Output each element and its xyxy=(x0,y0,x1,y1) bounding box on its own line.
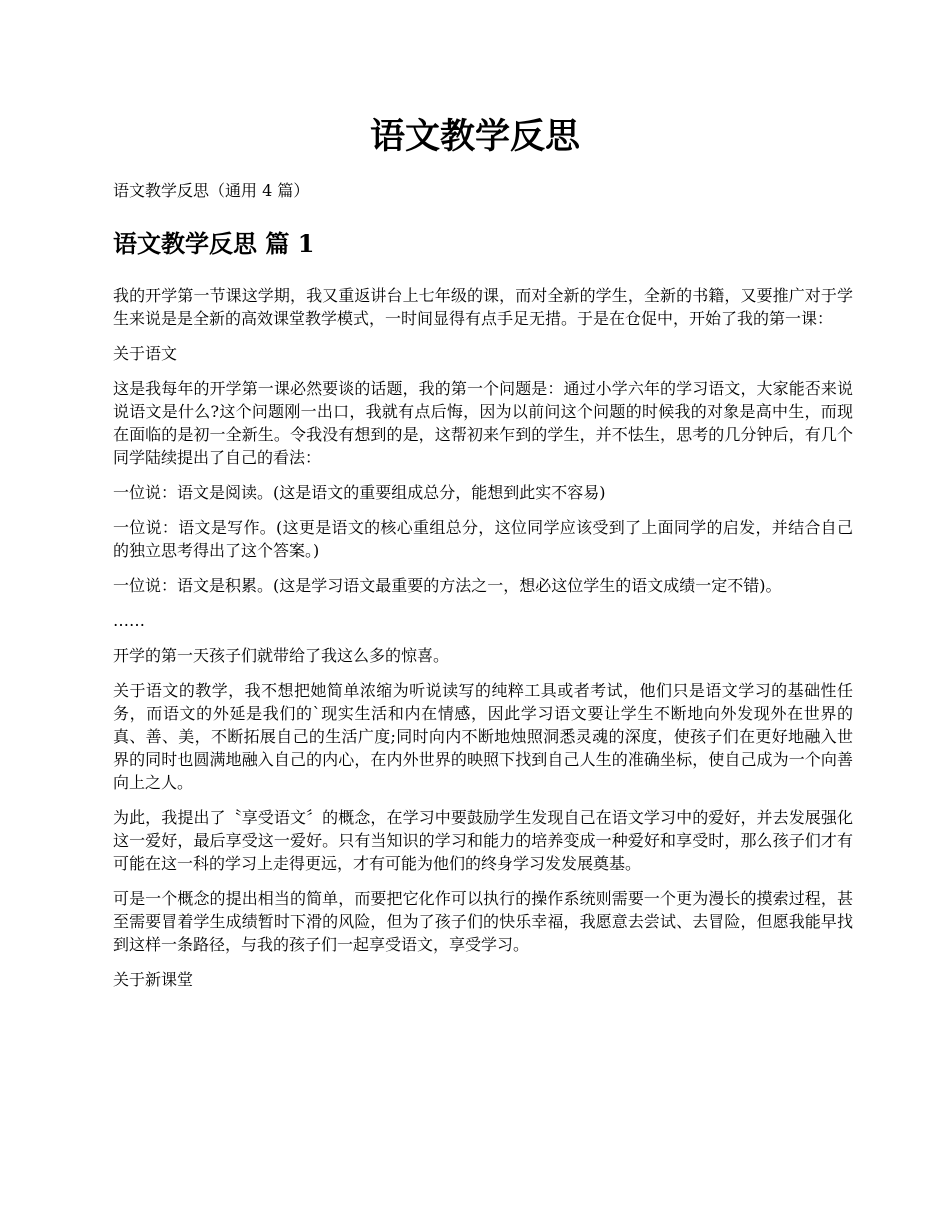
paragraph: …… xyxy=(113,611,145,630)
paragraph: 关于语文 xyxy=(113,344,178,363)
page-title: 语文教学反思 xyxy=(369,116,580,157)
document-body xyxy=(113,284,853,1003)
paragraph: 关于新课堂 xyxy=(113,970,194,989)
paragraph: 一位说：语文是写作。(这更是语文的核心重组总分，这位同学应该受到了上面同学的启发，并结合自己的独立思考得出了这个答案。) xyxy=(113,518,853,560)
paragraph: 这是我每年的开学第一课必然要谈的话题，我的第一个问题是：通过小学六年的学习语文，大家能否来说说语文是什么?这个问题刚一出口，我就有点后悔，因为以前问这个问题的时候我的对象是高中生，而现在面临的是初一全新生。令我没有想到的是，这帮初来乍到的学生，并不怯生，思考的几分钟后，有几个同学陆续提出了自己的看法： xyxy=(113,379,853,467)
paragraph: 一位说：语文是阅读。(这是语文的重要组成总分，能想到此实不容易) xyxy=(113,483,606,502)
paragraph: 关于语文的教学，我不想把她简单浓缩为听说读写的纯粹工具或者考试，他们只是语文学习的基础性任务，而语文的外延是我们的`现实生活和内在情感，因此学习语文要让学生不断地向外发现外在世界的真、善、美，不断拓展自己的生活广度;同时向内不断地烛照洞悉灵魂的深度，使孩子们在更好地融入世界的同时也圆满地融入自己的内心，在内外世界的映照下找到自己人生的准确坐标，使自己成为一个向善向上之人。 xyxy=(113,681,853,792)
paragraph: 一位说：语文是积累。(这是学习语文最重要的方法之一，想必这位学生的语文成绩一定不错)。 xyxy=(113,576,782,595)
section-heading: 语文教学反思 篇 1 xyxy=(113,229,315,258)
document-subtitle: 语文教学反思（通用 4 篇） xyxy=(113,181,310,200)
paragraph: 开学的第一天孩子们就带给了我这么多的惊喜。 xyxy=(113,646,450,665)
paragraph: 我的开学第一节课这学期，我又重返讲台上七年级的课，而对全新的学生，全新的书籍，又要推广对于学生来说是是全新的高效课堂教学模式，一时间显得有点手足无措。于是在仓促中，开始了我的第一课： xyxy=(113,286,853,328)
paragraph: 为此，我提出了〝享受语文〞的概念，在学习中要鼓励学生发现自己在语文学习中的爱好，并去发展强化这一爱好，最后享受这一爱好。只有当知识的学习和能力的培养变成一种爱好和享受时，那么孩子们才有可能在这一科的学习上走得更远，才有可能为他们的终身学习发发展奠基。 xyxy=(113,808,853,873)
paragraph: 可是一个概念的提出相当的简单，而要把它化作可以执行的操作系统则需要一个更为漫长的摸索过程，甚至需要冒着学生成绩暂时下滑的风险，但为了孩子们的快乐幸福，我愿意去尝试、去冒险，但愿我能早找到这样一条路径，与我的孩子们一起享受语文，享受学习。 xyxy=(113,889,853,954)
